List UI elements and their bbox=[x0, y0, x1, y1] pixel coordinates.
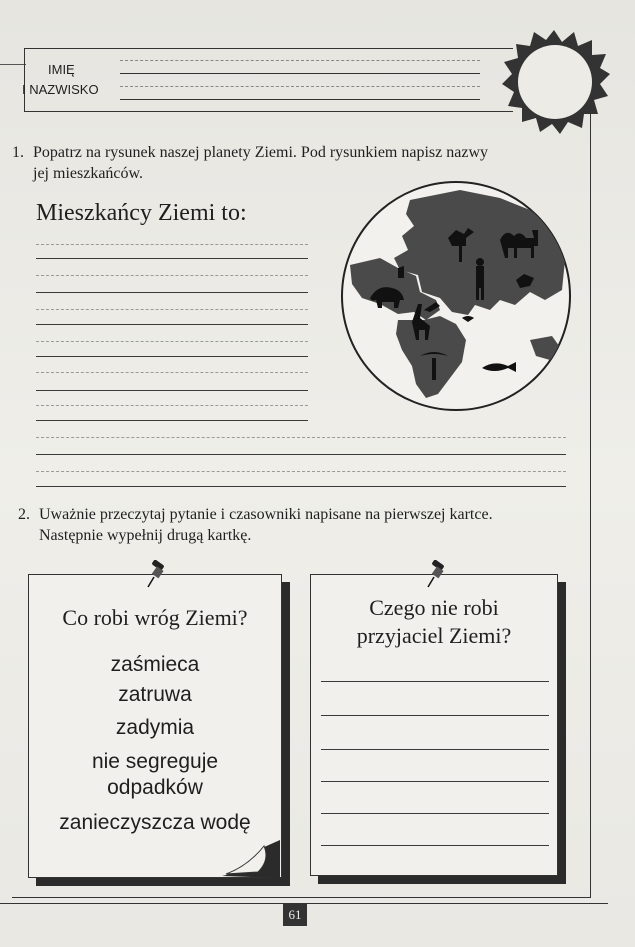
answer-line[interactable] bbox=[36, 454, 566, 455]
header-stub-line bbox=[0, 64, 26, 65]
verb-item: zadymia bbox=[115, 716, 195, 739]
name-guide-line bbox=[120, 60, 480, 61]
task1-number: 1. bbox=[12, 144, 24, 161]
pushpin-icon bbox=[146, 560, 168, 588]
verb-item: nie segreguje bbox=[91, 750, 219, 773]
answer-line[interactable] bbox=[36, 437, 566, 438]
task1-instruction-line1: Popatrz na rysunek naszej planety Ziemi. Pod rysunkiem napisz nazwy bbox=[33, 144, 488, 161]
answer-line[interactable] bbox=[36, 275, 308, 276]
verb-item: zatruwa bbox=[118, 683, 192, 706]
name-guide-line bbox=[120, 86, 480, 87]
answer-line[interactable] bbox=[321, 681, 549, 682]
task2-number: 2. bbox=[18, 506, 30, 523]
last-name-label: I NAZWISKO bbox=[22, 82, 99, 97]
answer-line[interactable] bbox=[36, 372, 308, 373]
verb-item: odpadków bbox=[107, 776, 203, 799]
verb-item: zaśmieca bbox=[110, 653, 200, 676]
answer-line[interactable] bbox=[36, 244, 308, 245]
first-name-label: IMIĘ bbox=[48, 62, 75, 77]
answer-line[interactable] bbox=[321, 813, 549, 814]
answer-line[interactable] bbox=[36, 471, 566, 472]
friend-card-title-line2: przyjaciel Ziemi? bbox=[356, 623, 512, 648]
answer-line[interactable] bbox=[321, 715, 549, 716]
answer-line[interactable] bbox=[36, 341, 308, 342]
header-frame bbox=[24, 48, 513, 112]
verb-item: zanieczyszcza wodę bbox=[59, 811, 251, 834]
task2-instruction-line2: Następnie wypełnij drugą kartkę. bbox=[39, 527, 252, 544]
answer-line[interactable] bbox=[36, 292, 308, 293]
pushpin-icon bbox=[426, 560, 448, 588]
friend-card-title-line1: Czego nie robi bbox=[369, 595, 499, 620]
answer-line[interactable] bbox=[36, 324, 308, 325]
answer-line[interactable] bbox=[36, 390, 308, 391]
answer-line[interactable] bbox=[36, 420, 308, 421]
last-name-line[interactable] bbox=[120, 99, 480, 100]
first-name-line[interactable] bbox=[120, 73, 480, 74]
answer-line[interactable] bbox=[321, 781, 549, 782]
answer-line[interactable] bbox=[36, 356, 308, 357]
answer-line[interactable] bbox=[36, 258, 308, 259]
friend-of-earth-card bbox=[310, 574, 558, 876]
answer-line[interactable] bbox=[321, 845, 549, 846]
task2-instruction-line1: Uważnie przeczytaj pytanie i czasowniki napisane na pierwszej kartce. bbox=[39, 506, 493, 523]
earth-globe-illustration bbox=[340, 180, 572, 412]
answer-line[interactable] bbox=[321, 749, 549, 750]
task1-heading: Mieszkańcy Ziemi to: bbox=[36, 200, 247, 226]
enemy-of-earth-card bbox=[28, 574, 282, 878]
answer-line[interactable] bbox=[36, 405, 308, 406]
task1-instruction-line2: jej mieszkańców. bbox=[33, 165, 144, 182]
card-corner-curl bbox=[218, 840, 280, 878]
enemy-card-title: Co robi wróg Ziemi? bbox=[62, 605, 248, 630]
answer-line[interactable] bbox=[36, 309, 308, 310]
page-number: 61 bbox=[283, 904, 307, 926]
answer-line[interactable] bbox=[36, 486, 566, 487]
